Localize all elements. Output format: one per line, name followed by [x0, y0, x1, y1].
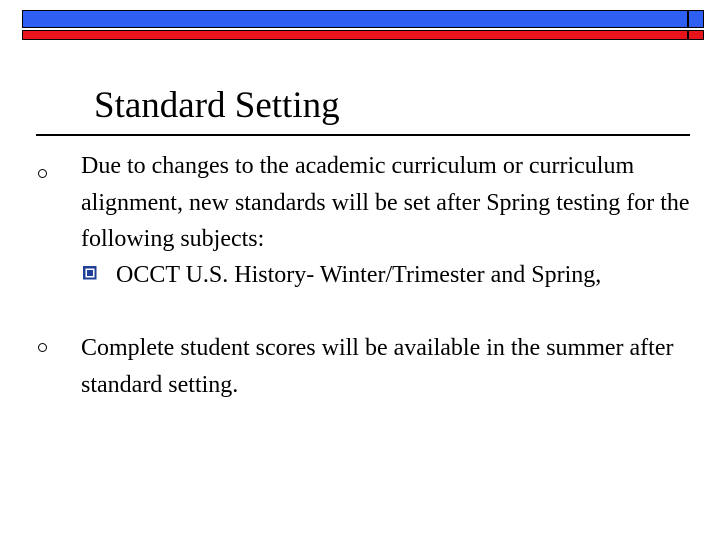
hollow-circle-icon — [38, 343, 47, 352]
top-red-bar — [22, 30, 688, 40]
top-blue-corner-square — [688, 10, 704, 28]
top-blue-bar — [22, 10, 688, 28]
sub-bullet-item: OCCT U.S. History- Winter/Trimester and Spring, — [116, 262, 602, 288]
bullet-item: Due to changes to the academic curriculum or curriculum alignment, new standards will be set after Spring testing for the following subjects: — [81, 153, 690, 252]
hollow-circle-icon — [38, 169, 47, 178]
slide-title: Standard Setting — [94, 85, 340, 126]
bullet-item: Complete student scores will be available in the summer after standard setting. — [81, 335, 674, 398]
top-red-corner-square — [688, 30, 704, 40]
checkbox-square-icon — [83, 266, 97, 280]
title-divider — [36, 134, 690, 136]
